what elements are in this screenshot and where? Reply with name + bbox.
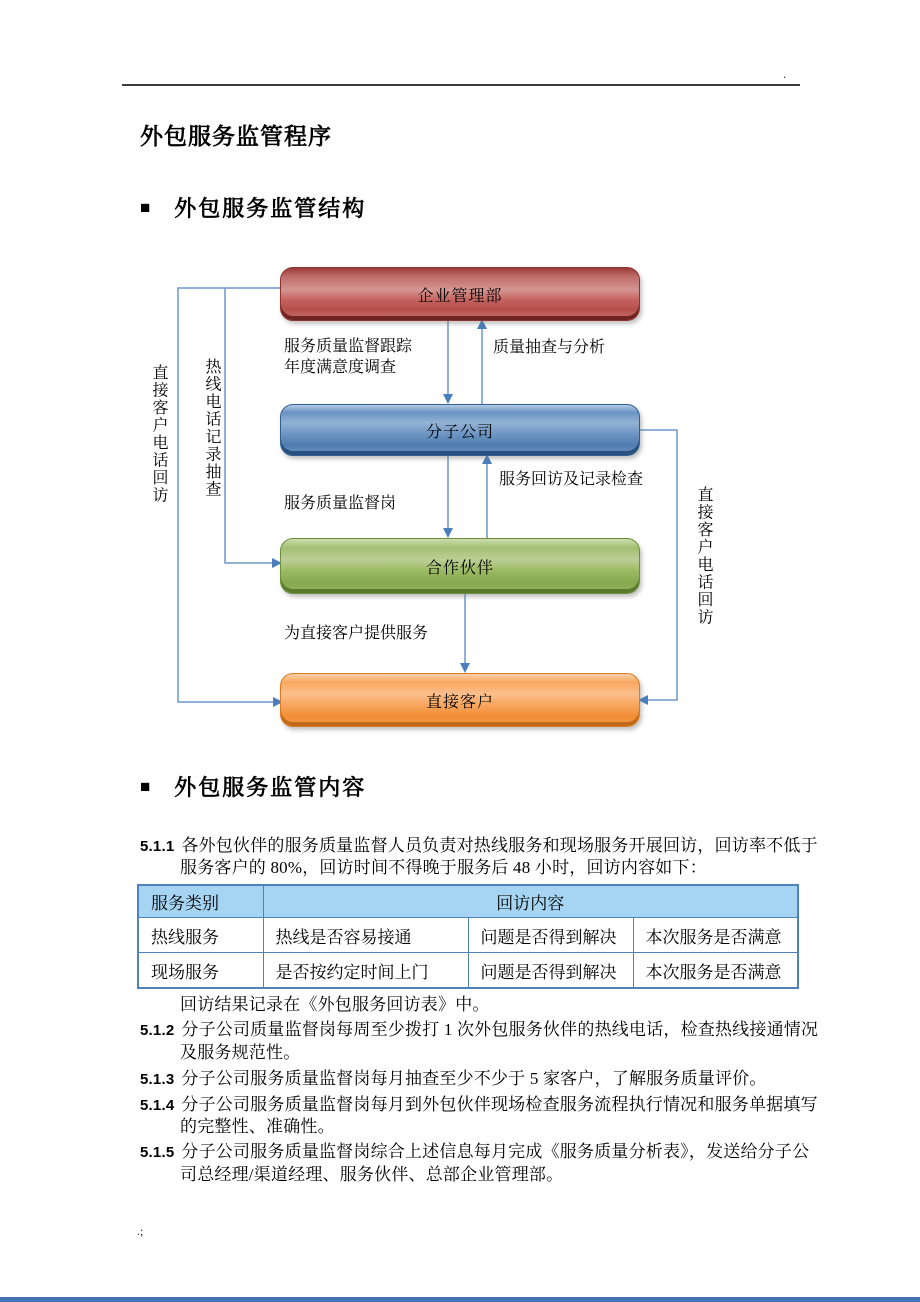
table-cell: 现场服务 xyxy=(138,953,263,989)
edge-label-sub-to-mgmt: 质量抽查与分析 xyxy=(493,339,606,356)
flow-node-partner-label: 合作伙伴 xyxy=(425,559,494,577)
flow-node-management xyxy=(280,267,640,321)
square-bullet-icon: ■ xyxy=(140,197,151,217)
clause-text: 分子公司质量监督岗每周至少拨打 1 次外包服务伙伴的热线电话，检查热线接通情况 xyxy=(181,1020,819,1039)
clause-number: 5.1.3 xyxy=(140,1071,175,1088)
section-heading-text: 外包服务监管内容 xyxy=(174,774,367,800)
flow-node-management-label: 企业管理部 xyxy=(417,287,503,305)
edge-label-sub-to-partner: 服务质量监督岗 xyxy=(284,495,397,512)
edge-label-right-vertical: 直接客户电话回访 xyxy=(695,486,712,626)
flow-node-subsidiary xyxy=(280,404,640,456)
header-dot: . xyxy=(783,66,787,81)
table-row xyxy=(138,953,798,989)
page-bottom-rule xyxy=(0,1297,920,1302)
paragraph-5-1-4-line2: 的完整性、准确性。 xyxy=(180,1117,335,1136)
table-header-row xyxy=(138,885,798,918)
edge-label-partner-to-sub: 服务回访及记录检查 xyxy=(499,471,644,488)
flow-node-partner xyxy=(280,538,640,594)
table-note: 回访结果记录在《外包服务回访表》中。 xyxy=(180,995,490,1014)
section-heading-text: 外包服务监管结构 xyxy=(174,195,367,221)
callback-content-table xyxy=(137,884,799,989)
table-cell: 本次服务是否满意 xyxy=(633,918,798,953)
clause-text: 分子公司服务质量监督岗综合上述信息每月完成《服务质量分析表》，发送给分子公 xyxy=(181,1142,810,1161)
table-cell: 热线服务 xyxy=(138,918,263,953)
footer-mark: .; xyxy=(137,1224,144,1238)
clause-number: 5.1.4 xyxy=(140,1097,175,1114)
table-row xyxy=(138,918,798,953)
table-header-service-type: 服务类别 xyxy=(138,885,263,918)
table-cell: 问题是否得到解决 xyxy=(468,918,633,953)
edge-label-line2: 年度满意度调查 xyxy=(284,359,397,376)
clause-text: 各外包伙伴的服务质量监督人员负责对热线服务和现场服务开展回访，回访率不低于 xyxy=(181,836,818,855)
table-cell: 热线是否容易接通 xyxy=(263,918,468,953)
table-cell: 是否按约定时间上门 xyxy=(263,953,468,989)
paragraph-5-1-5-line2: 司总经理/渠道经理、服务伙伴、总部企业管理部。 xyxy=(180,1165,564,1184)
page-title: 外包服务监管程序 xyxy=(140,124,332,149)
section-heading-structure xyxy=(140,192,366,222)
flow-node-subsidiary-label: 分子公司 xyxy=(425,423,494,441)
square-bullet-icon: ■ xyxy=(140,776,151,796)
paragraph-5-1-3-line1 xyxy=(140,1066,767,1092)
clause-number: 5.1.1 xyxy=(140,838,175,855)
section-heading-content xyxy=(140,771,366,801)
clause-number: 5.1.5 xyxy=(140,1144,175,1161)
clause-number: 5.1.2 xyxy=(140,1022,175,1039)
table-header-callback-content: 回访内容 xyxy=(263,885,798,918)
flow-node-customer-label: 直接客户 xyxy=(425,693,494,711)
diagram-connectors xyxy=(130,260,730,740)
edge-label-left-inner-vertical: 热线电话记录抽查 xyxy=(203,358,220,498)
flow-node-customer xyxy=(280,673,640,727)
edge-label-left-outer-vertical: 直接客户电话回访 xyxy=(150,364,167,504)
header-rule xyxy=(122,84,800,86)
paragraph-5-1-2-line2: 及服务规范性。 xyxy=(180,1043,301,1062)
table-cell: 问题是否得到解决 xyxy=(468,953,633,989)
clause-text: 分子公司服务质量监督岗每月抽查至少不少于 5 家客户，了解服务质量评价。 xyxy=(181,1069,767,1088)
paragraph-5-1-1-line2: 服务客户的 80%，回访时间不得晚于服务后 48 小时，回访内容如下： xyxy=(180,858,707,877)
edge-label-line1: 服务质量监督跟踪 xyxy=(284,338,413,355)
edge-label-partner-to-customer: 为直接客户提供服务 xyxy=(284,625,429,642)
clause-text: 分子公司服务质量监督岗每月到外包伙伴现场检查服务流程执行情况和服务单据填写 xyxy=(181,1095,818,1114)
edge-label-mgmt-to-sub xyxy=(284,336,412,378)
table-cell: 本次服务是否满意 xyxy=(633,953,798,989)
